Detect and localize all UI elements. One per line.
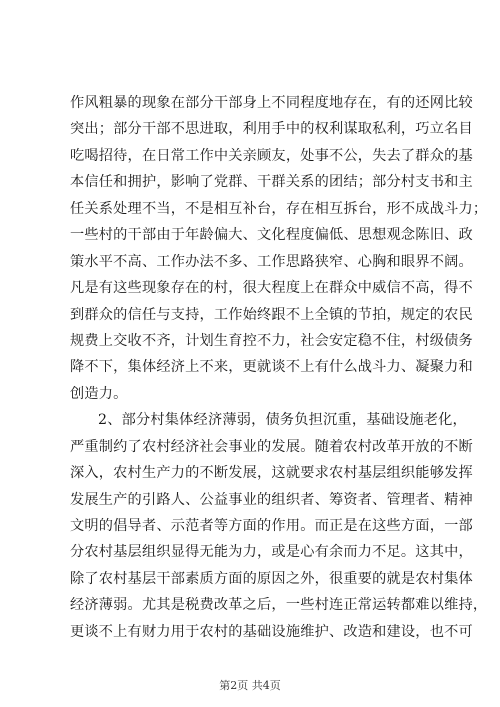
text-line: 突出；部分干部不思进取，利用手中的权利谋取私利，巧立名目 [70,121,473,138]
text-line: 到群众的信任与支持，工作始终跟不上全镇的节拍，规定的农民 [70,306,473,323]
text-line: 深入，农村生产力的不断发展，这就要求农村基层组织能够发挥 [70,465,473,482]
text-line: 任关系处理不当，不是相互补台，存在相互拆台，形不成战斗力； [70,200,488,217]
text-line: 严重制约了农村经济社会事业的发展。随着农村改革开放的不断 [70,438,473,455]
text-line: 创造力。 [70,385,128,402]
text-line: 发展生产的引路人、公益事业的组织者、筹资者、管理者、精神 [70,491,473,508]
page-number-footer: 第2页 共4页 [219,679,281,692]
text-line: 除了农村基层干部素质方面的原因之外，很重要的就是农村集体 [70,570,473,587]
text-line: 文明的倡导者、示范者等方面的作用。而正是在这些方面，一部 [70,518,473,534]
text-line: 吃喝招待，在日常工作中关亲顾友，处事不公，失去了群众的基 [70,147,473,164]
text-line: 降不下，集体经济上不来，更就谈不上有什么战斗力、凝聚力和 [70,359,473,376]
text-line: 凡是有这些现象存在的村，很大程度上在群众中威信不高，得不 [70,280,473,297]
paragraph-start-line: 2、部分村集体经济薄弱，债务负担沉重，基础设施老化， [98,412,467,429]
text-line: 作风粗暴的现象在部分干部身上不同程度地存在，有的还网比较 [70,95,473,111]
text-line: 经济薄弱。尤其是税费改革之后，一些村连正常运转都难以维持， [70,597,488,614]
text-line: 分农村基层组织显得无能为力，或是心有余而力不足。这其中， [70,544,473,561]
text-line: 本信任和拥护，影响了党群、干群关系的团结；部分村支书和主 [70,174,473,191]
text-line: 一些村的干部由于年龄偏大、文化程度偏低、思想观念陈旧、政 [70,227,473,244]
body-text [70,90,488,645]
text-line: 规费上交收不齐，计划生育控不力，社会安定稳不住，村级债务 [70,332,473,349]
text-line: 更谈不上有财力用于农村的基础设施维护、改造和建设，也不可 [70,623,473,640]
text-line: 策水平不高、工作办法不多、工作思路狭窄、心胸和眼界不阔。 [70,253,473,270]
